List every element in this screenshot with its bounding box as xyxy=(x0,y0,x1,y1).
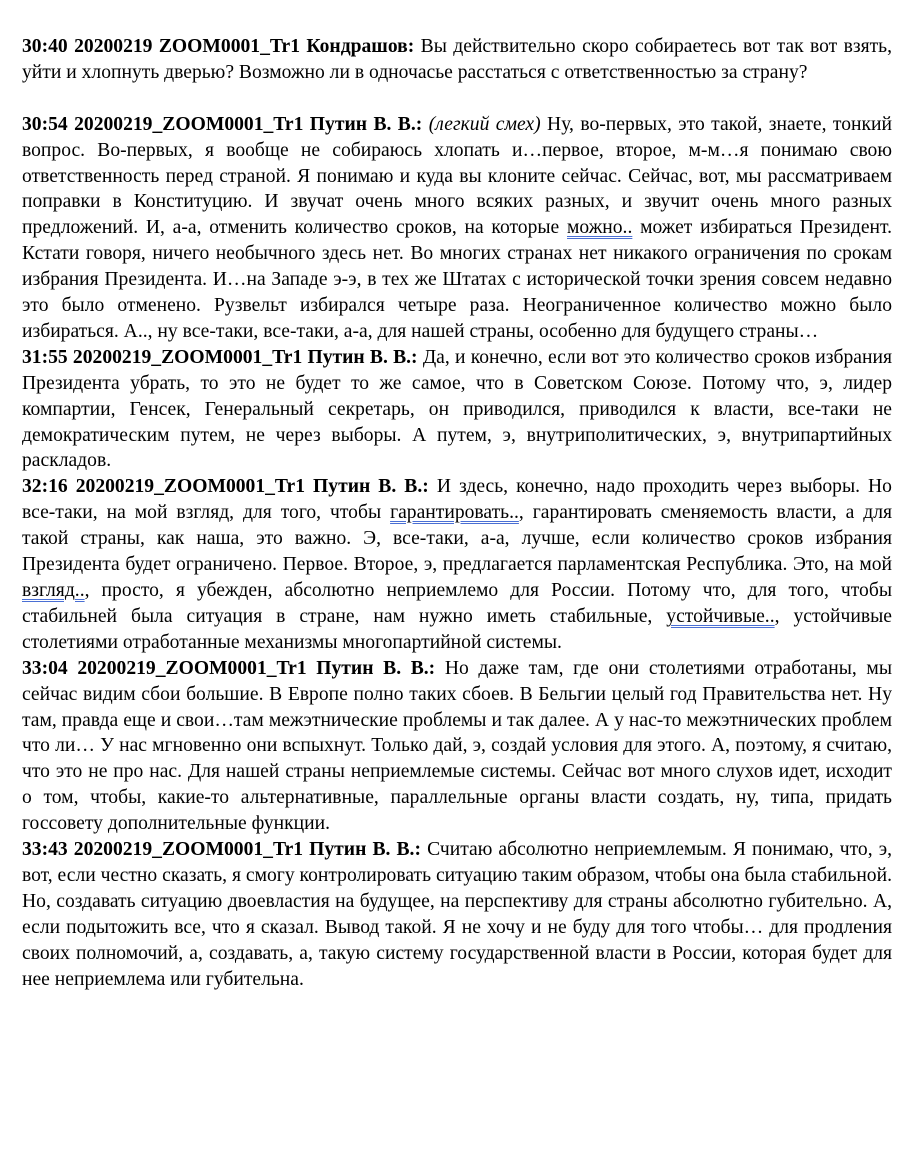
entry-header: 33:04 20200219_ZOOM0001_Tr1 Путин В. В.: xyxy=(22,657,436,679)
entry-text: Ну, во-первых, это такой, знаете, тонкий вопрос. Во-первых, я вообще не собираюсь хлопать и…первое, второе, м-м…я понимаю свою ответственность перед страной. Я понимаю и куда вы клоните сейчас. Сейчас, вот, мы рассматриваем поправки в Конституцию. И звучат очень много всяких разных, и звучит очень много разных предложений. И, а-а, отменить количество сроков, на которые xyxy=(22,113,893,239)
entry-header: 30:54 20200219_ZOOM0001_Tr1 Путин В. В.: xyxy=(22,113,423,135)
paragraph-spacer xyxy=(22,86,892,112)
entry-text: Да, и конечно, если вот это количество сроков избрания Президента убрать, то это не будет то же самое, что в Советском Союзе. Потому что, э, лидер компартии, Генсек, Генеральный секретарь, он приводился, приводился к власти, все-таки не демократическим путем, не через выборы. А путем, э, внутриполитических, э, внутрипартийных раскладов. xyxy=(22,346,892,472)
stage-note: (легкий смех) xyxy=(428,113,541,135)
spellcheck-flagged-word: устойчивые.. xyxy=(666,605,775,627)
entry-header: 31:55 20200219_ZOOM0001_Tr1 Путин В. В.: xyxy=(22,346,418,368)
entry-text: Но даже там, где они столетиями отработаны, мы сейчас видим сбои большие. В Европе полно таких сбоев. В Бельгии целый год Правительства нет. Ну там, правда еще и свои…там межэтнические проблемы и так далее. А у нас-то межэтнических проблем что ли… У нас мгновенно они вспыхнут. Только дай, э, создай условия для этого. А, поэтому, я считаю, что это не про нас. Для нашей страны неприемлемые системы. Сейчас вот много слухов идет, исходит о том, чтобы, какие-то альтернативные, параллельные органы власти создать, ну, типа, придать госсовету дополнительные функции. xyxy=(22,657,892,835)
transcript-entry xyxy=(22,345,892,475)
entry-text: может избираться Президент. Кстати говоря, ничего необычного здесь нет. Во многих странах нет никакого ограничения по срокам избрания Президента. И…на Западе э-э, в тех же Штатах с исторической точки зрения совсем недавно это было отменено. Рузвельт избирался четыре раза. Неограниченное количество можно было избираться. А.., ну все-таки, все-таки, а-а, для нашей страны, особенно для будущего страны… xyxy=(22,217,892,342)
entry-text: , устойчивые столетиями отработанные механизмы многопартийной системы. xyxy=(22,605,892,653)
entry-text: И здесь, конечно, надо проходить через выборы. Но все-таки, на мой взгляд, для того, чтобы xyxy=(22,476,892,524)
transcript-entry xyxy=(22,474,892,655)
entry-text: , гарантировать сменяемость власти, а для такой страны, как наша, это важно. Э, все-таки, а-а, лучше, если количество сроков избрания Президента будет ограничено. Первое. Второе, э, предлагается парламентская Республика. Это, на мой xyxy=(22,502,892,576)
transcript-document xyxy=(22,34,892,993)
spellcheck-flagged-word: можно.. xyxy=(567,217,633,239)
spellcheck-flagged-word: взгляд.. xyxy=(22,580,85,602)
transcript-entry xyxy=(22,34,892,86)
entry-header: 32:16 20200219_ZOOM0001_Tr1 Путин В. В.: xyxy=(22,476,429,498)
entry-text: , просто, я убежден, абсолютно неприемлемо для России. Потому что, для того, чтобы стабильней была ситуация в стране, нам нужно иметь стабильные, xyxy=(22,580,892,627)
entry-header: 33:43 20200219_ZOOM0001_Tr1 Путин В. В.: xyxy=(22,839,421,861)
entry-text: Вы действительно скоро собираетесь вот так вот взять, уйти и хлопнуть дверью? Возможно ли в одночасье расстаться с ответственностью за страну? xyxy=(22,36,892,83)
transcript-entry xyxy=(22,656,892,837)
entry-header: 30:40 20200219 ZOOM0001_Tr1 Кондрашов: xyxy=(22,36,415,57)
spellcheck-flagged-word: гарантировать.. xyxy=(390,502,519,524)
transcript-entry xyxy=(22,837,892,992)
transcript-entry xyxy=(22,112,892,345)
entry-text: Считаю абсолютно неприемлемым. Я понимаю, что, э, вот, если честно сказать, я смогу контролировать ситуацию таким образом, чтобы она была стабильной. Но, создавать ситуацию двоевластия на будущее, на перспективу для страны абсолютно губительно. А, если подытожить все, что я сказал. Вывод такой. Я не хочу и не буду для того чтобы… для продления своих полномочий, а, создавать, а, такую систему государственной власти в России, которая будет для нее неприемлема или губительна. xyxy=(22,839,892,990)
